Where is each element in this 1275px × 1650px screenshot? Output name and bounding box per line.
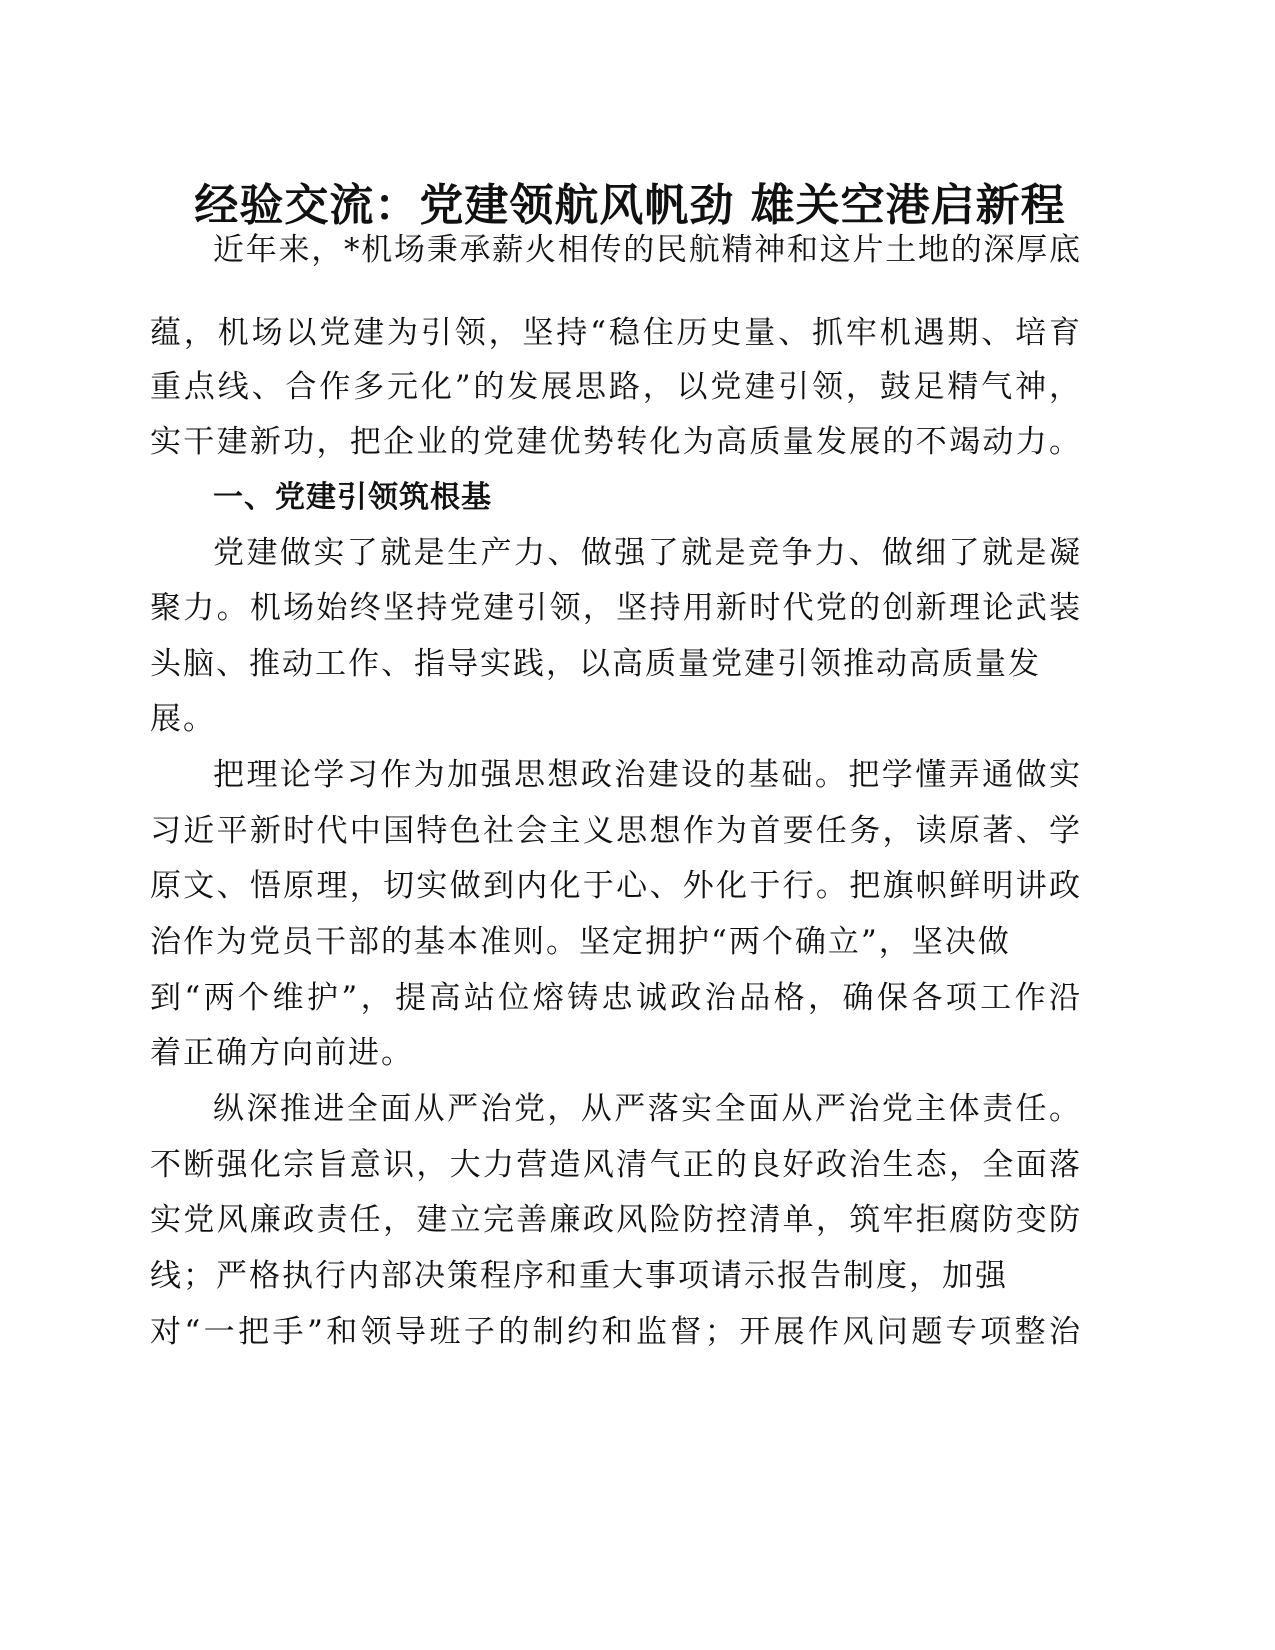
intro-line-1: 近年来，*机场秉承薪火相传的民航精神和这片土地的深厚底 — [213, 232, 1080, 268]
para3-line-2: 不断强化宗旨意识，大力营造风清气正的良好政治生态，全面落 — [150, 1147, 1080, 1183]
para1-line-3: 头脑、推动工作、指导实践，以高质量党建引领推动高质量发 — [150, 646, 1041, 682]
para2-line-2: 习近平新时代中国特色社会主义思想作为首要任务，读原著、学 — [150, 813, 1080, 849]
document-title: 经验交流：党建领航风帆劲 雄关空港启新程 — [194, 180, 1066, 231]
para1-line-1: 党建做实了就是生产力、做强了就是竞争力、做细了就是凝 — [213, 535, 1080, 571]
para3-line-3: 实党风廉政责任，建立完善廉政风险防控清单，筑牢拒腐防变防 — [150, 1202, 1080, 1238]
para2-line-6: 着正确方向前进。 — [150, 1035, 414, 1071]
para1-line-4: 展。 — [150, 701, 216, 737]
intro-line-4: 实干建新功，把企业的党建优势转化为高质量发展的不竭动力。 — [150, 424, 1080, 460]
para3-line-4: 线；严格执行内部决策程序和重大事项请示报告制度，加强 — [150, 1258, 1008, 1294]
para2-line-5: 到“两个维护”，提高站位熔铸忠诚政治品格，确保各项工作沿 — [150, 980, 1080, 1016]
para2-line-3: 原文、悟原理，切实做到内化于心、外化于行。把旗帜鲜明讲政 — [150, 868, 1080, 904]
para2-line-4: 治作为党员干部的基本准则。坚定拥护“两个确立”，坚决做 — [150, 924, 1011, 960]
section-heading-1: 一、党建引领筑根基 — [213, 480, 492, 515]
para3-line-1: 纵深推进全面从严治党，从严落实全面从严治党主体责任。 — [213, 1091, 1080, 1127]
para2-line-1: 把理论学习作为加强思想政治建设的基础。把学懂弄通做实 — [213, 757, 1080, 793]
para1-line-2: 聚力。机场始终坚持党建引领，坚持用新时代党的创新理论武装 — [150, 590, 1080, 626]
intro-line-2: 蕴，机场以党建为引领，坚持“稳住历史量、抓牢机遇期、培育 — [150, 315, 1080, 351]
intro-line-3: 重点线、合作多元化”的发展思路，以党建引领，鼓足精气神， — [150, 369, 1080, 405]
para3-line-5: 对“一把手”和领导班子的制约和监督；开展作风问题专项整治 — [150, 1314, 1080, 1350]
